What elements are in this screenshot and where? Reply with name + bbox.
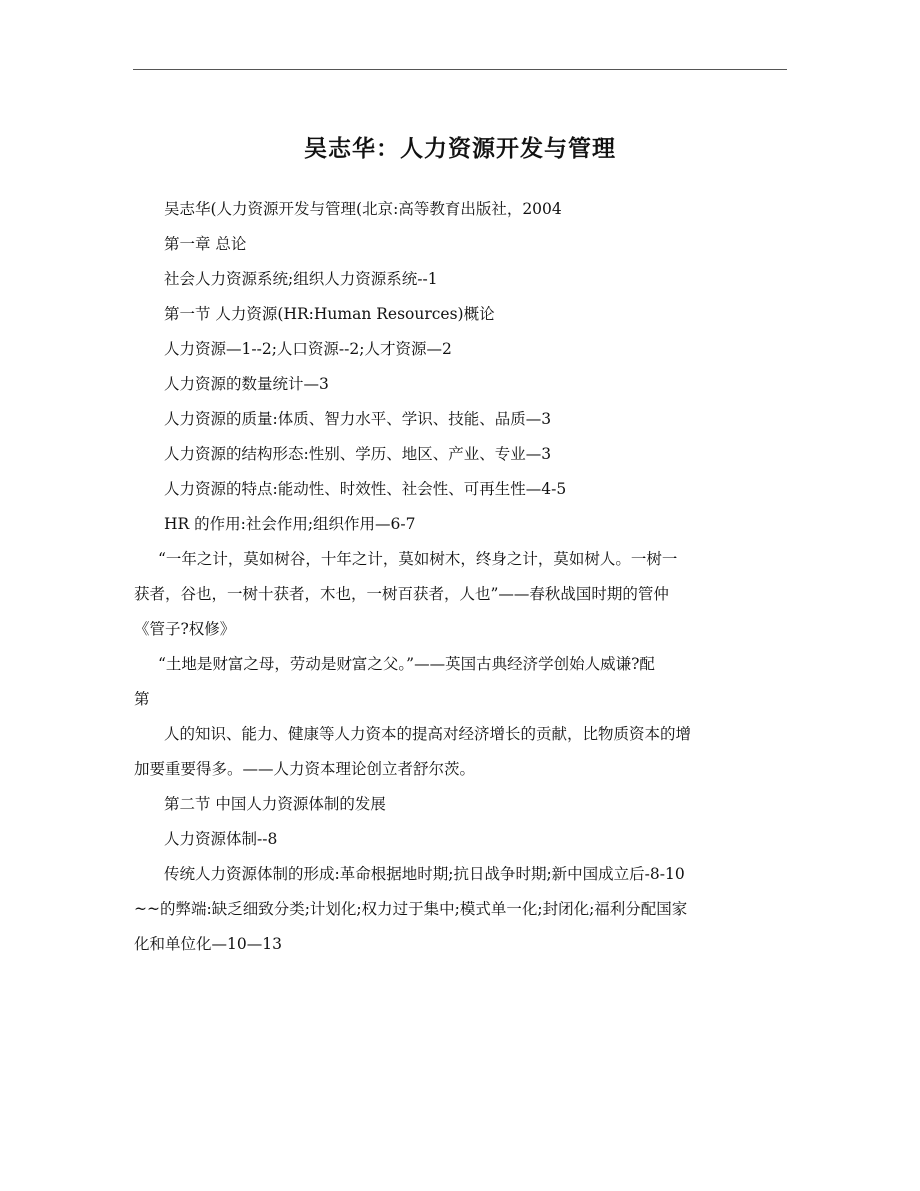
paragraph-continuation-line: 化和单位化—10—13 [134,935,282,953]
paragraph-continuation-line: ~~的弊端:缺乏细致分类;计划化;权力过于集中;模式单一化;封闭化;福利分配国家 [134,900,688,918]
paragraph-line: 人力资源的特点:能动性、时效性、社会性、可再生性—4-5 [164,480,567,498]
paragraph-line: 吴志华(人力资源开发与管理(北京:高等教育出版社，2004 [164,200,562,218]
paragraph-continuation-line: 获者，谷也，一树十获者，木也，一树百获者，人也”——春秋战国时期的管仲 [134,585,669,603]
paragraph-line: 人力资源的质量:体质、智力水平、学识、技能、品质—3 [164,410,552,428]
paragraph-line: HR 的作用:社会作用;组织作用—6-7 [164,515,416,533]
document-title: 吴志华：人力资源开发与管理 [304,135,616,162]
header-rule [133,69,787,70]
paragraph-line: 社会人力资源系统;组织人力资源系统--1 [164,270,438,288]
paragraph-continuation-line: 《管子?权修》 [134,620,236,638]
paragraph-line: 人力资源体制--8 [164,830,278,848]
paragraph-line: “一年之计，莫如树谷，十年之计，莫如树木，终身之计，莫如树人。一树一 [158,550,678,568]
paragraph-line: 人力资源的结构形态:性别、学历、地区、产业、专业—3 [164,445,552,463]
paragraph-line: 第一节 人力资源(HR:Human Resources)概论 [164,305,495,323]
document-body [134,192,786,962]
paragraph-continuation-line: 第 [134,690,150,708]
paragraph-continuation-line: 加要重要得多。——人力资本理论创立者舒尔茨。 [134,760,476,778]
paragraph-line: 传统人力资源体制的形成:革命根据地时期;抗日战争时期;新中国成立后-8-10 [164,865,685,883]
paragraph-line: 人的知识、能力、健康等人力资本的提高对经济增长的贡献，比物质资本的增 [164,725,692,743]
paragraph-line: 人力资源—1--2;人口资源--2;人才资源—2 [164,340,452,358]
paragraph-line: 人力资源的数量统计—3 [164,375,329,393]
paragraph-line: 第二节 中国人力资源体制的发展 [164,795,386,813]
paragraph-line: “土地是财富之母，劳动是财富之父。”——英国古典经济学创始人威谦?配 [158,655,655,673]
paragraph-line: 第一章 总论 [164,235,247,253]
